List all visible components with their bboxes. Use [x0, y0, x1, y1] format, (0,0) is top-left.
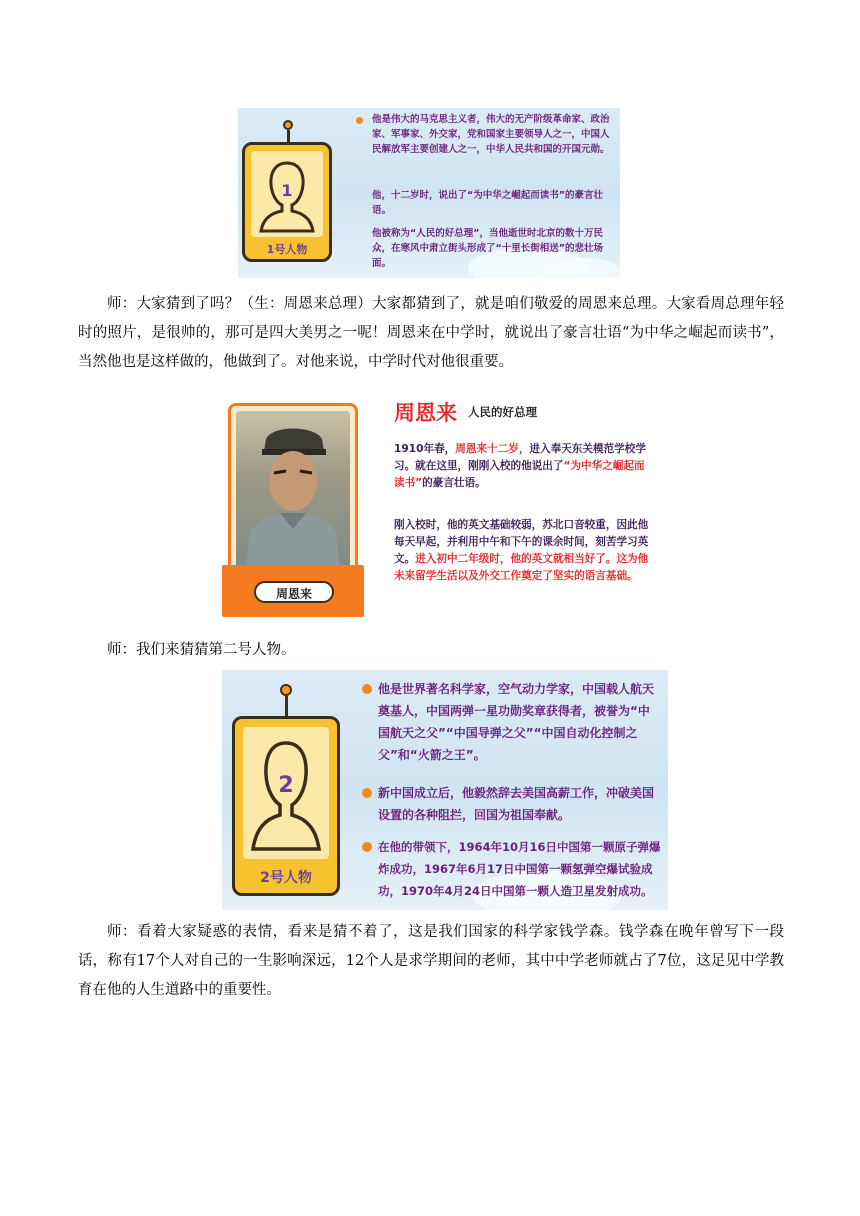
paragraph-2: 师：我们来猜猜第二号人物。 [107, 642, 296, 658]
slide-person-2 [222, 670, 668, 910]
bio-highlight: “为中华之崛起而读书” [394, 460, 645, 489]
portrait-photo [236, 411, 350, 569]
id-badge [242, 142, 332, 262]
paragraph-3: 师：看着大家疑惑的表情，看来是猜不着了，这是我们国家的科学家钱学森。钱学森在晚年曾写下一段话，称有17个人对自己的一生影响深远，12个人是求学期间的老师，其中中学老师就占了7位，这足见中学教育在他的人生道路中的重要性。 [78, 924, 784, 998]
bio-text: 进入奉天东关模范学校学习。就在这里，刚刚入校的他说出了 [394, 443, 646, 472]
badge-pin [283, 120, 293, 130]
bio-paragraph-2 [394, 517, 650, 585]
bio-paragraph-1 [394, 441, 650, 492]
bio-text: 1910年春， [394, 443, 456, 455]
bullet-text: 他是伟大的马克思主义者，伟大的无产阶级革命家、政治家、军事家、外交家，党和国家主要领导人之一，中国人民解放军主要创建人之一，中华人民共和国的开国元勋。 [372, 114, 610, 155]
badge-pin [280, 684, 292, 696]
bullet-text: 他，十二岁时，说出了“为中华之崛起而读书”的豪言壮语。 [372, 190, 603, 216]
bullet-text: 在他的带领下，1964年10月16日中国第一颗原子弹爆炸成功，1967年6月17日中国第一颗氢弹空爆试验成功，1970年4月24日中国第一颗人造卫星发射成功。 [378, 840, 661, 898]
bio-text: 的豪言壮语。 [422, 477, 486, 489]
bullet-dot [362, 684, 372, 694]
bullet-text: 新中国成立后，他毅然辞去美国高薪工作，冲破美国设置的各种阻拦，回国为祖国奉献。 [378, 786, 655, 822]
bullet-text: 他被称为“人民的好总理”，当他逝世时北京的数十万民众，在寒风中肃立街头形成了“十里长街相送”的悲壮场面。 [372, 228, 603, 269]
badge-label: 2号人物 [260, 870, 312, 886]
slide-zhou-enlai [222, 389, 668, 627]
bio-text: 刚入校时，他的英文基础较弱，苏北口音较重，因此他每天早起，并利用中午和下午的课余时间，刻苦学习英文。 [394, 519, 649, 565]
bullet-dot [362, 788, 372, 798]
badge-pin-stem [287, 130, 290, 142]
badge-pin-stem [285, 696, 288, 716]
id-badge [232, 716, 340, 896]
badge-number: 2 [278, 773, 294, 798]
slide-subtitle: 人民的好总理 [468, 405, 537, 419]
badge-photo-area [243, 727, 329, 859]
badge-number: 1 [281, 181, 293, 200]
badge-photo-area [251, 151, 323, 237]
badge-label: 1号人物 [266, 243, 308, 256]
bullet-dot [356, 117, 363, 124]
photo-caption: 周恩来 [254, 581, 334, 603]
bullet-dot [362, 842, 372, 852]
bio-highlight: 周恩来十二岁， [455, 443, 530, 455]
bio-highlight: 进入初中二年级时，他的英文就相当好了。这为他未来留学生活以及外交工作奠定了坚实的语言基础。 [394, 553, 649, 582]
slide-person-1 [238, 108, 620, 278]
slide-title: 周恩来 [394, 401, 457, 425]
bullet-text: 他是世界著名科学家，空气动力学家，中国载人航天奠基人，中国两弹一星功勋奖章获得者，被誉为“中国航天之父”“中国导弹之父”“中国自动化控制之父”和“火箭之王”。 [378, 682, 655, 762]
paragraph-1: 师：大家猜到了吗？（生：周恩来总理）大家都猜到了，就是咱们敬爱的周恩来总理。大家看周总理年轻时的照片，是很帅的，那可是四大美男之一呢！周恩来在中学时，就说出了豪言壮语“为中华之崛起而读书”，当然他也是这样做的，他做到了。对他来说，中学时代对他很重要。 [78, 296, 784, 370]
